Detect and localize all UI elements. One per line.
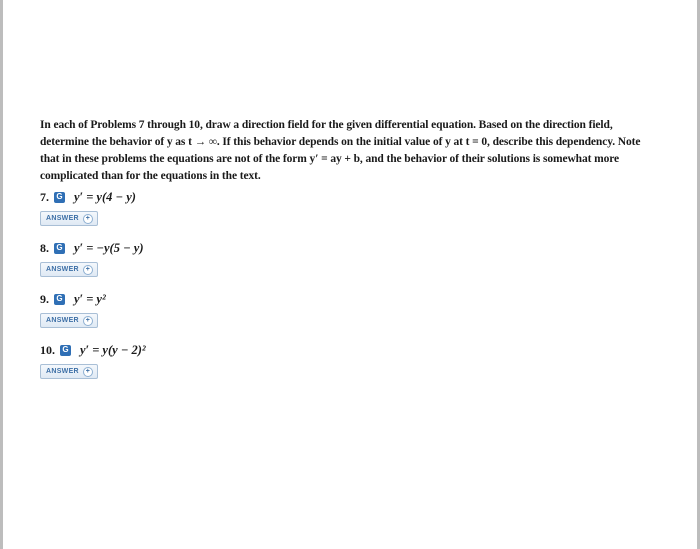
g-badge-icon[interactable]: G xyxy=(54,294,65,305)
plus-circle-icon: + xyxy=(83,214,93,224)
instructions-line: that in these problems the equations are not of the form y′ = ay + b, and the behavior of their solutions is somewhat more xyxy=(40,153,620,165)
instructions-line: determine the behavior of y as t → ∞. If this behavior depends on the initial value of y at t = 0, describe this dependency. Note xyxy=(40,136,641,148)
answer-button[interactable] xyxy=(40,211,98,226)
left-frame-border xyxy=(0,0,3,549)
problem-header xyxy=(40,188,670,206)
instructions-line: In each of Problems 7 through 10, draw a direction field for the given differential equation. Based on the direction field, xyxy=(40,119,613,131)
answer-button-label: ANSWER xyxy=(46,317,79,324)
answer-button-label: ANSWER xyxy=(46,215,79,222)
instructions-line: complicated than for the equations in the text. xyxy=(40,170,261,182)
plus-circle-icon: + xyxy=(83,316,93,326)
problem-10 xyxy=(40,341,670,392)
problem-equation: y′ = y(4 − y) xyxy=(74,189,136,204)
plus-circle-icon: + xyxy=(83,265,93,275)
problem-equation: y′ = y(y − 2)² xyxy=(80,342,146,357)
g-badge-icon[interactable]: G xyxy=(54,192,65,203)
problem-number: 7. xyxy=(40,189,49,204)
answer-button-label: ANSWER xyxy=(46,368,79,375)
problem-7 xyxy=(40,188,670,239)
instructions-paragraph xyxy=(40,117,670,185)
problem-number: 10. xyxy=(40,342,55,357)
problem-set xyxy=(40,117,670,392)
problem-header xyxy=(40,239,670,257)
problem-header xyxy=(40,341,670,359)
problem-number: 8. xyxy=(40,240,49,255)
problem-equation: y′ = −y(5 − y) xyxy=(74,240,144,255)
answer-button[interactable] xyxy=(40,364,98,379)
answer-button[interactable] xyxy=(40,313,98,328)
answer-button-label: ANSWER xyxy=(46,266,79,273)
g-badge-icon[interactable]: G xyxy=(60,345,71,356)
plus-circle-icon: + xyxy=(83,367,93,377)
problem-8 xyxy=(40,239,670,290)
g-badge-icon[interactable]: G xyxy=(54,243,65,254)
problem-number: 9. xyxy=(40,291,49,306)
answer-button[interactable] xyxy=(40,262,98,277)
problem-9 xyxy=(40,290,670,341)
problem-equation: y′ = y² xyxy=(74,291,106,306)
problem-header xyxy=(40,290,670,308)
